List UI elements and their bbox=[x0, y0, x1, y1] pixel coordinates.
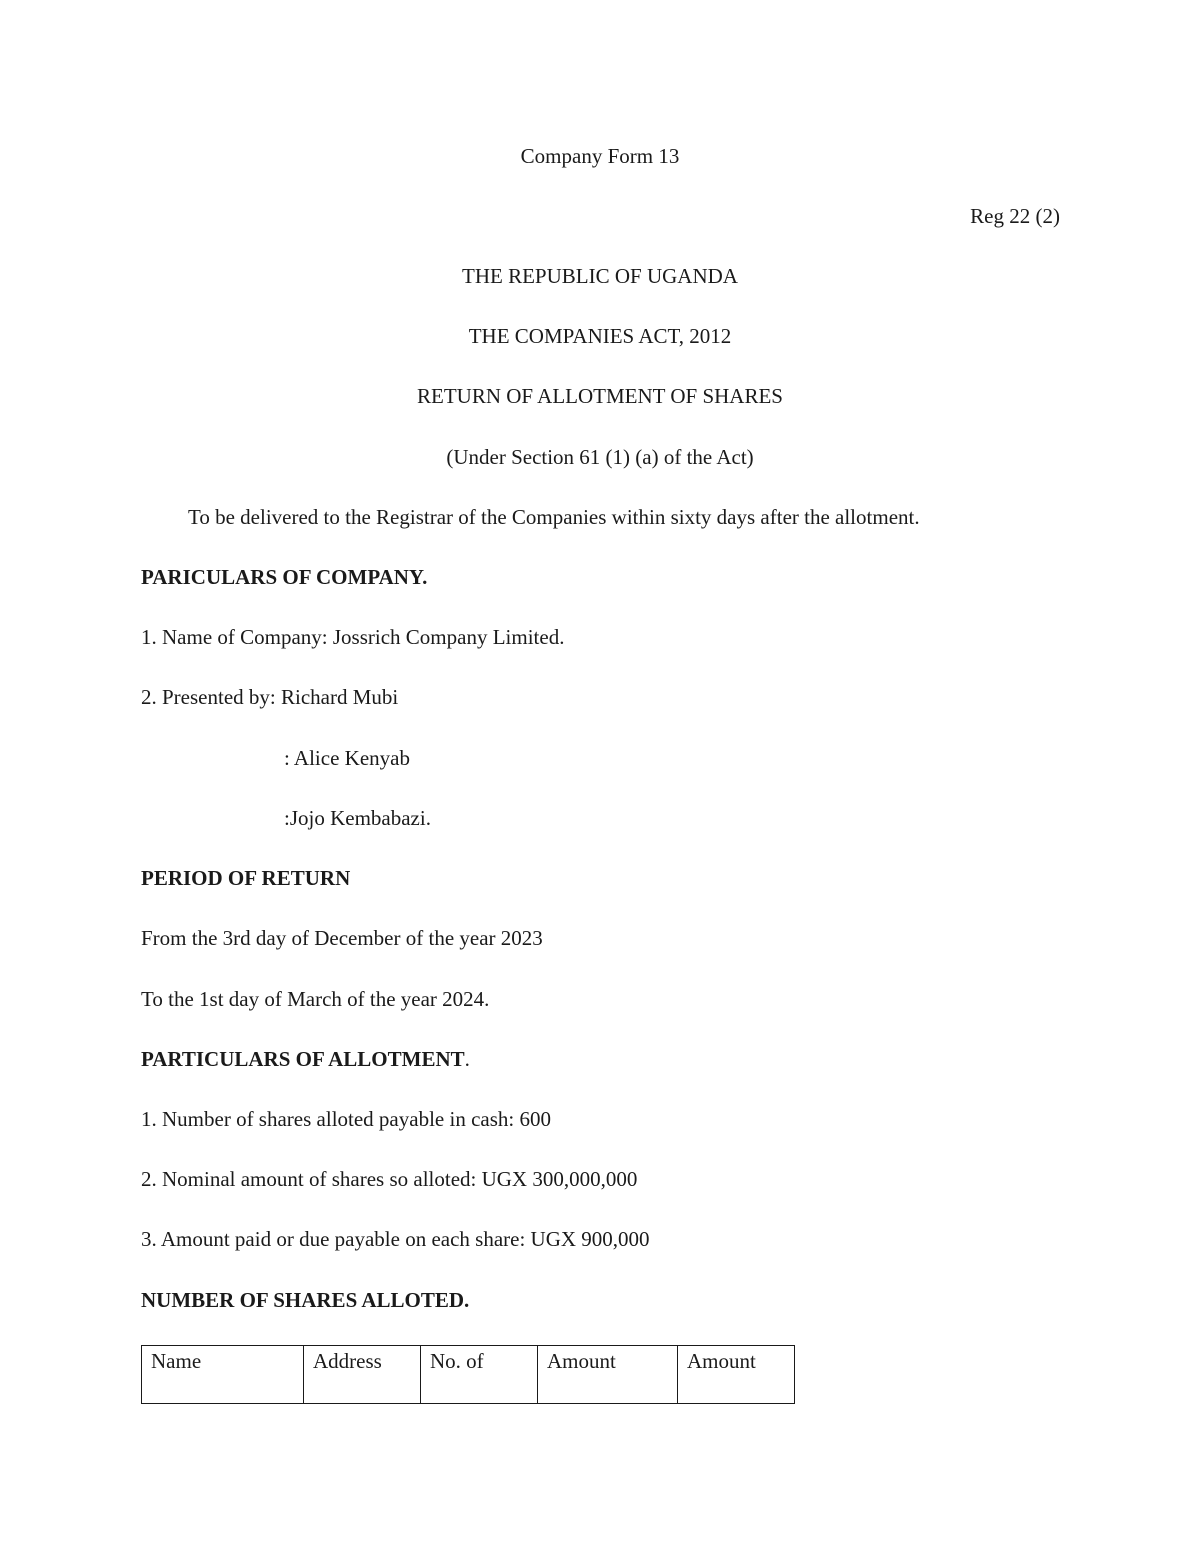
shares-table-header-row bbox=[142, 1346, 795, 1404]
period-heading: PERIOD OF RETURN bbox=[141, 866, 351, 890]
column-header-amount-1: Amount bbox=[538, 1346, 678, 1404]
allotment-item-3: 3. Amount paid or due payable on each share: UGX 900,000 bbox=[141, 1227, 650, 1251]
act-heading: THE COMPANIES ACT, 2012 bbox=[468, 324, 732, 348]
allotment-heading-period: . bbox=[464, 1047, 470, 1071]
delivery-instruction: To be delivered to the Registrar of the Companies within sixty days after the allotment. bbox=[188, 505, 920, 529]
company-particulars-heading: PARICULARS OF COMPANY. bbox=[141, 565, 428, 589]
column-header-amount-2: Amount bbox=[678, 1346, 795, 1404]
presenter-line-3: :Jojo Kembabazi. bbox=[284, 806, 431, 830]
period-to-line: To the 1st day of March of the year 2024. bbox=[141, 987, 490, 1011]
column-header-address: Address bbox=[304, 1346, 421, 1404]
column-header-number-of: No. of bbox=[421, 1346, 538, 1404]
presented-by-line: 2. Presented by: Richard Mubi bbox=[141, 685, 399, 709]
allotment-item-2: 2. Nominal amount of shares so alloted: UGX 300,000,000 bbox=[141, 1167, 638, 1191]
allotment-heading-line bbox=[141, 1046, 470, 1072]
company-name-line: 1. Name of Company: Jossrich Company Limited. bbox=[141, 625, 565, 649]
republic-heading: THE REPUBLIC OF UGANDA bbox=[462, 264, 738, 288]
allotment-item-1: 1. Number of shares alloted payable in cash: 600 bbox=[141, 1107, 551, 1131]
period-from-line: From the 3rd day of December of the year 2023 bbox=[141, 926, 543, 950]
presenter-line-2: : Alice Kenyab bbox=[284, 746, 410, 770]
shares-heading: NUMBER OF SHARES ALLOTED. bbox=[141, 1288, 470, 1312]
column-header-name: Name bbox=[142, 1346, 304, 1404]
allotment-heading: PARTICULARS OF ALLOTMENT bbox=[141, 1047, 465, 1071]
section-reference: (Under Section 61 (1) (a) of the Act) bbox=[446, 445, 754, 469]
form-title: Company Form 13 bbox=[520, 144, 680, 168]
shares-table bbox=[141, 1345, 795, 1404]
return-title: RETURN OF ALLOTMENT OF SHARES bbox=[417, 384, 783, 408]
regulation-ref: Reg 22 (2) bbox=[970, 204, 1060, 228]
